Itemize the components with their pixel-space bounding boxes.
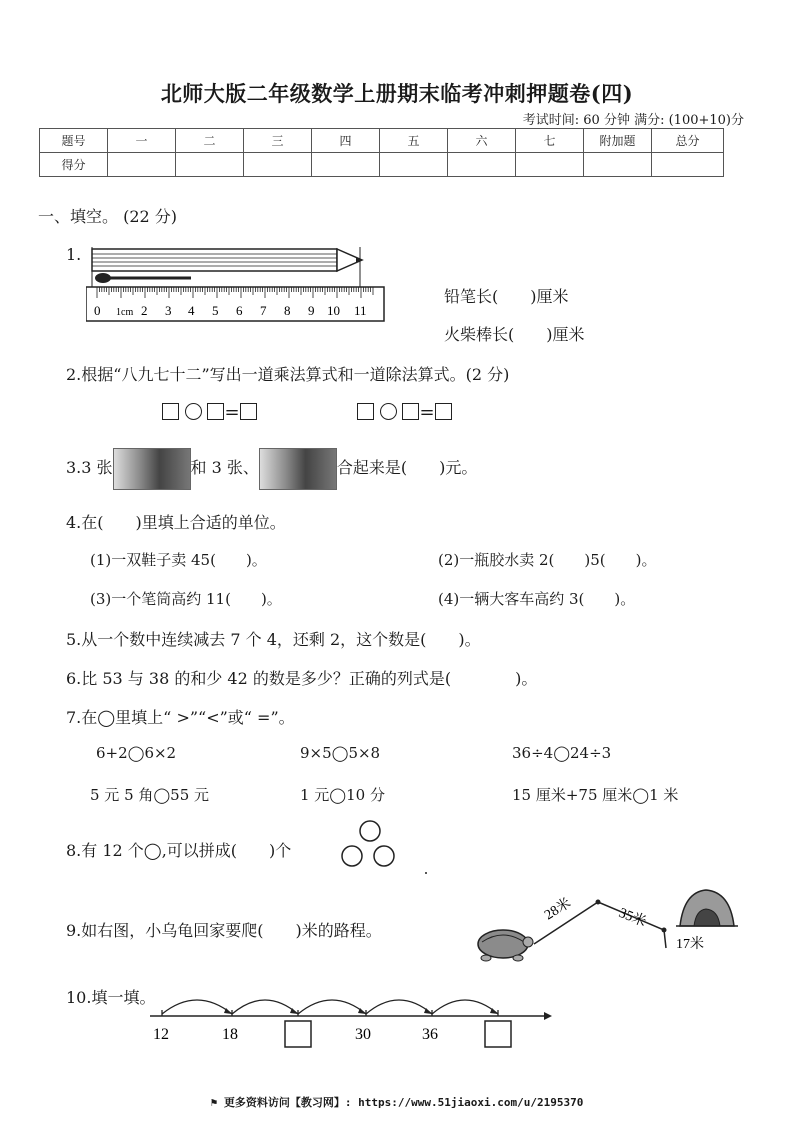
question-3 xyxy=(66,446,477,490)
question-text: 3.3 张 xyxy=(66,458,113,477)
pencil-length-blank[interactable]: 铅笔长( )厘米 xyxy=(444,287,569,306)
ruler-label: 9 xyxy=(308,303,315,318)
banknote-20-icon xyxy=(113,448,191,490)
number-label: 12 xyxy=(153,1026,169,1043)
section-heading: 一、填空。 (22 分) xyxy=(38,207,178,226)
question-text: 5.从一个数中连续减去 7 个 4，还剩 2，这个数是( )。 xyxy=(66,630,481,649)
ruler-label: 6 xyxy=(236,303,243,318)
table-cell: 六 xyxy=(448,129,516,153)
question-text: 10.填一填。 xyxy=(66,988,156,1007)
question-text: 4.在( )里填上合适的单位。 xyxy=(66,513,286,532)
score-input-cell[interactable] xyxy=(652,153,724,177)
exam-info: 考试时间: 60 分钟 满分: (100+10)分 xyxy=(522,113,744,128)
ruler-label: 7 xyxy=(260,303,267,318)
ruler-label: 5 xyxy=(212,303,219,318)
number-label: 36 xyxy=(422,1026,438,1043)
operator-circle[interactable] xyxy=(185,403,202,420)
score-table-score-row xyxy=(40,153,724,177)
distance-label: 35米 xyxy=(616,905,649,931)
table-cell: 三 xyxy=(244,129,312,153)
score-table xyxy=(39,128,724,177)
answer-box[interactable] xyxy=(240,403,257,420)
answer-box[interactable] xyxy=(207,403,224,420)
answer-box[interactable] xyxy=(402,403,419,420)
pencil xyxy=(92,249,363,271)
compare-blank[interactable]: 5 元 5 角◯55 元 xyxy=(90,786,210,804)
ruler-label: 8 xyxy=(284,303,291,318)
question-text: 6.比 53 与 38 的和少 42 的数是多少？正确的列式是( )。 xyxy=(66,669,538,688)
compare-blank[interactable]: 15 厘米+75 厘米◯1 米 xyxy=(512,786,679,804)
answer-box[interactable] xyxy=(162,403,179,420)
number-label: 30 xyxy=(355,1026,371,1043)
question-text: 和 3 张、 xyxy=(190,458,259,477)
compare-blank[interactable]: 1 元◯10 分 xyxy=(300,786,385,804)
ruler-label: 4 xyxy=(188,303,195,318)
score-input-cell[interactable] xyxy=(448,153,516,177)
unit-blank[interactable]: (4)一辆大客车高约 3( )。 xyxy=(438,590,636,608)
operator-circle[interactable] xyxy=(380,403,397,420)
question-text: 8.有 12 个◯,可以拼成( )个 xyxy=(66,841,292,860)
footer-text[interactable]: 更多资料访问【教习网】: https://www.51jiaoxi.com/u/2195370 xyxy=(223,1096,584,1109)
distance-label: 17米 xyxy=(676,937,704,952)
score-input-cell[interactable] xyxy=(584,153,652,177)
three-circles-figure xyxy=(336,818,436,880)
ruler-label: 11 xyxy=(354,303,367,318)
score-input-cell[interactable] xyxy=(244,153,312,177)
question-text: 7.在◯里填上“ >”“<”或“ =”。 xyxy=(66,708,295,727)
question-text: 9.如右图，小乌龟回家要爬( )米的路程。 xyxy=(66,921,382,940)
matchstick xyxy=(95,273,191,283)
score-input-cell[interactable] xyxy=(108,153,176,177)
ruler-label: 1cm xyxy=(116,307,134,318)
table-cell: 总分 xyxy=(652,129,724,153)
score-input-cell[interactable] xyxy=(380,153,448,177)
multiplication-blank[interactable]: = xyxy=(162,402,257,423)
table-cell: 二 xyxy=(176,129,244,153)
unit-blank[interactable]: (1)一双鞋子卖 45( )。 xyxy=(90,551,267,569)
ruler-label: 2 xyxy=(141,303,148,318)
ruler-label: 0 xyxy=(94,303,101,318)
compare-blank[interactable]: 6+2◯6×2 xyxy=(96,744,177,762)
distance-label: 28米 xyxy=(542,895,574,924)
house-icon xyxy=(676,890,738,926)
footer-link[interactable] xyxy=(0,1094,794,1110)
unit-blank[interactable]: (3)一个笔筒高约 11( )。 xyxy=(90,590,282,608)
banknote-5-icon xyxy=(259,448,337,490)
score-input-cell[interactable] xyxy=(176,153,244,177)
turtle-icon xyxy=(478,930,533,961)
score-table-header-row xyxy=(40,129,724,153)
answer-box[interactable] xyxy=(485,1021,511,1047)
answer-box[interactable] xyxy=(357,403,374,420)
division-blank[interactable]: = xyxy=(357,402,452,423)
table-cell: 一 xyxy=(108,129,176,153)
compare-blank[interactable]: 9×5◯5×8 xyxy=(300,744,381,762)
table-cell: 题号 xyxy=(40,129,108,153)
page-title: 北师大版二年级数学上册期末临考冲刺押题卷(四) xyxy=(160,81,634,106)
number-label: 18 xyxy=(222,1026,238,1043)
compare-blank[interactable]: 36÷4◯24÷3 xyxy=(512,744,612,762)
question-text: 合起来是( )元。 xyxy=(336,458,478,477)
score-input-cell[interactable] xyxy=(312,153,380,177)
score-input-cell[interactable] xyxy=(516,153,584,177)
table-cell: 四 xyxy=(312,129,380,153)
ruler-label: 3 xyxy=(165,303,172,318)
table-cell: 附加题 xyxy=(584,129,652,153)
question-text: 2.根据“八九七十二”写出一道乘法算式和一道除法算式。(2 分) xyxy=(66,365,510,384)
ruler-pencil-figure xyxy=(86,243,396,325)
ruler-label: 10 xyxy=(327,303,340,318)
turtle-path-figure xyxy=(468,880,754,968)
answer-box[interactable] xyxy=(285,1021,311,1047)
table-cell: 得分 xyxy=(40,153,108,177)
number-line xyxy=(140,986,554,1056)
unit-blank[interactable]: (2)一瓶胶水卖 2( )5( )。 xyxy=(438,551,657,569)
match-length-blank[interactable]: 火柴棒长( )厘米 xyxy=(444,325,585,344)
flag-icon: ⚑ xyxy=(210,1096,218,1109)
answer-box[interactable] xyxy=(435,403,452,420)
table-cell: 五 xyxy=(380,129,448,153)
ruler xyxy=(86,287,384,321)
question-number: 1. xyxy=(66,245,82,264)
table-cell: 七 xyxy=(516,129,584,153)
